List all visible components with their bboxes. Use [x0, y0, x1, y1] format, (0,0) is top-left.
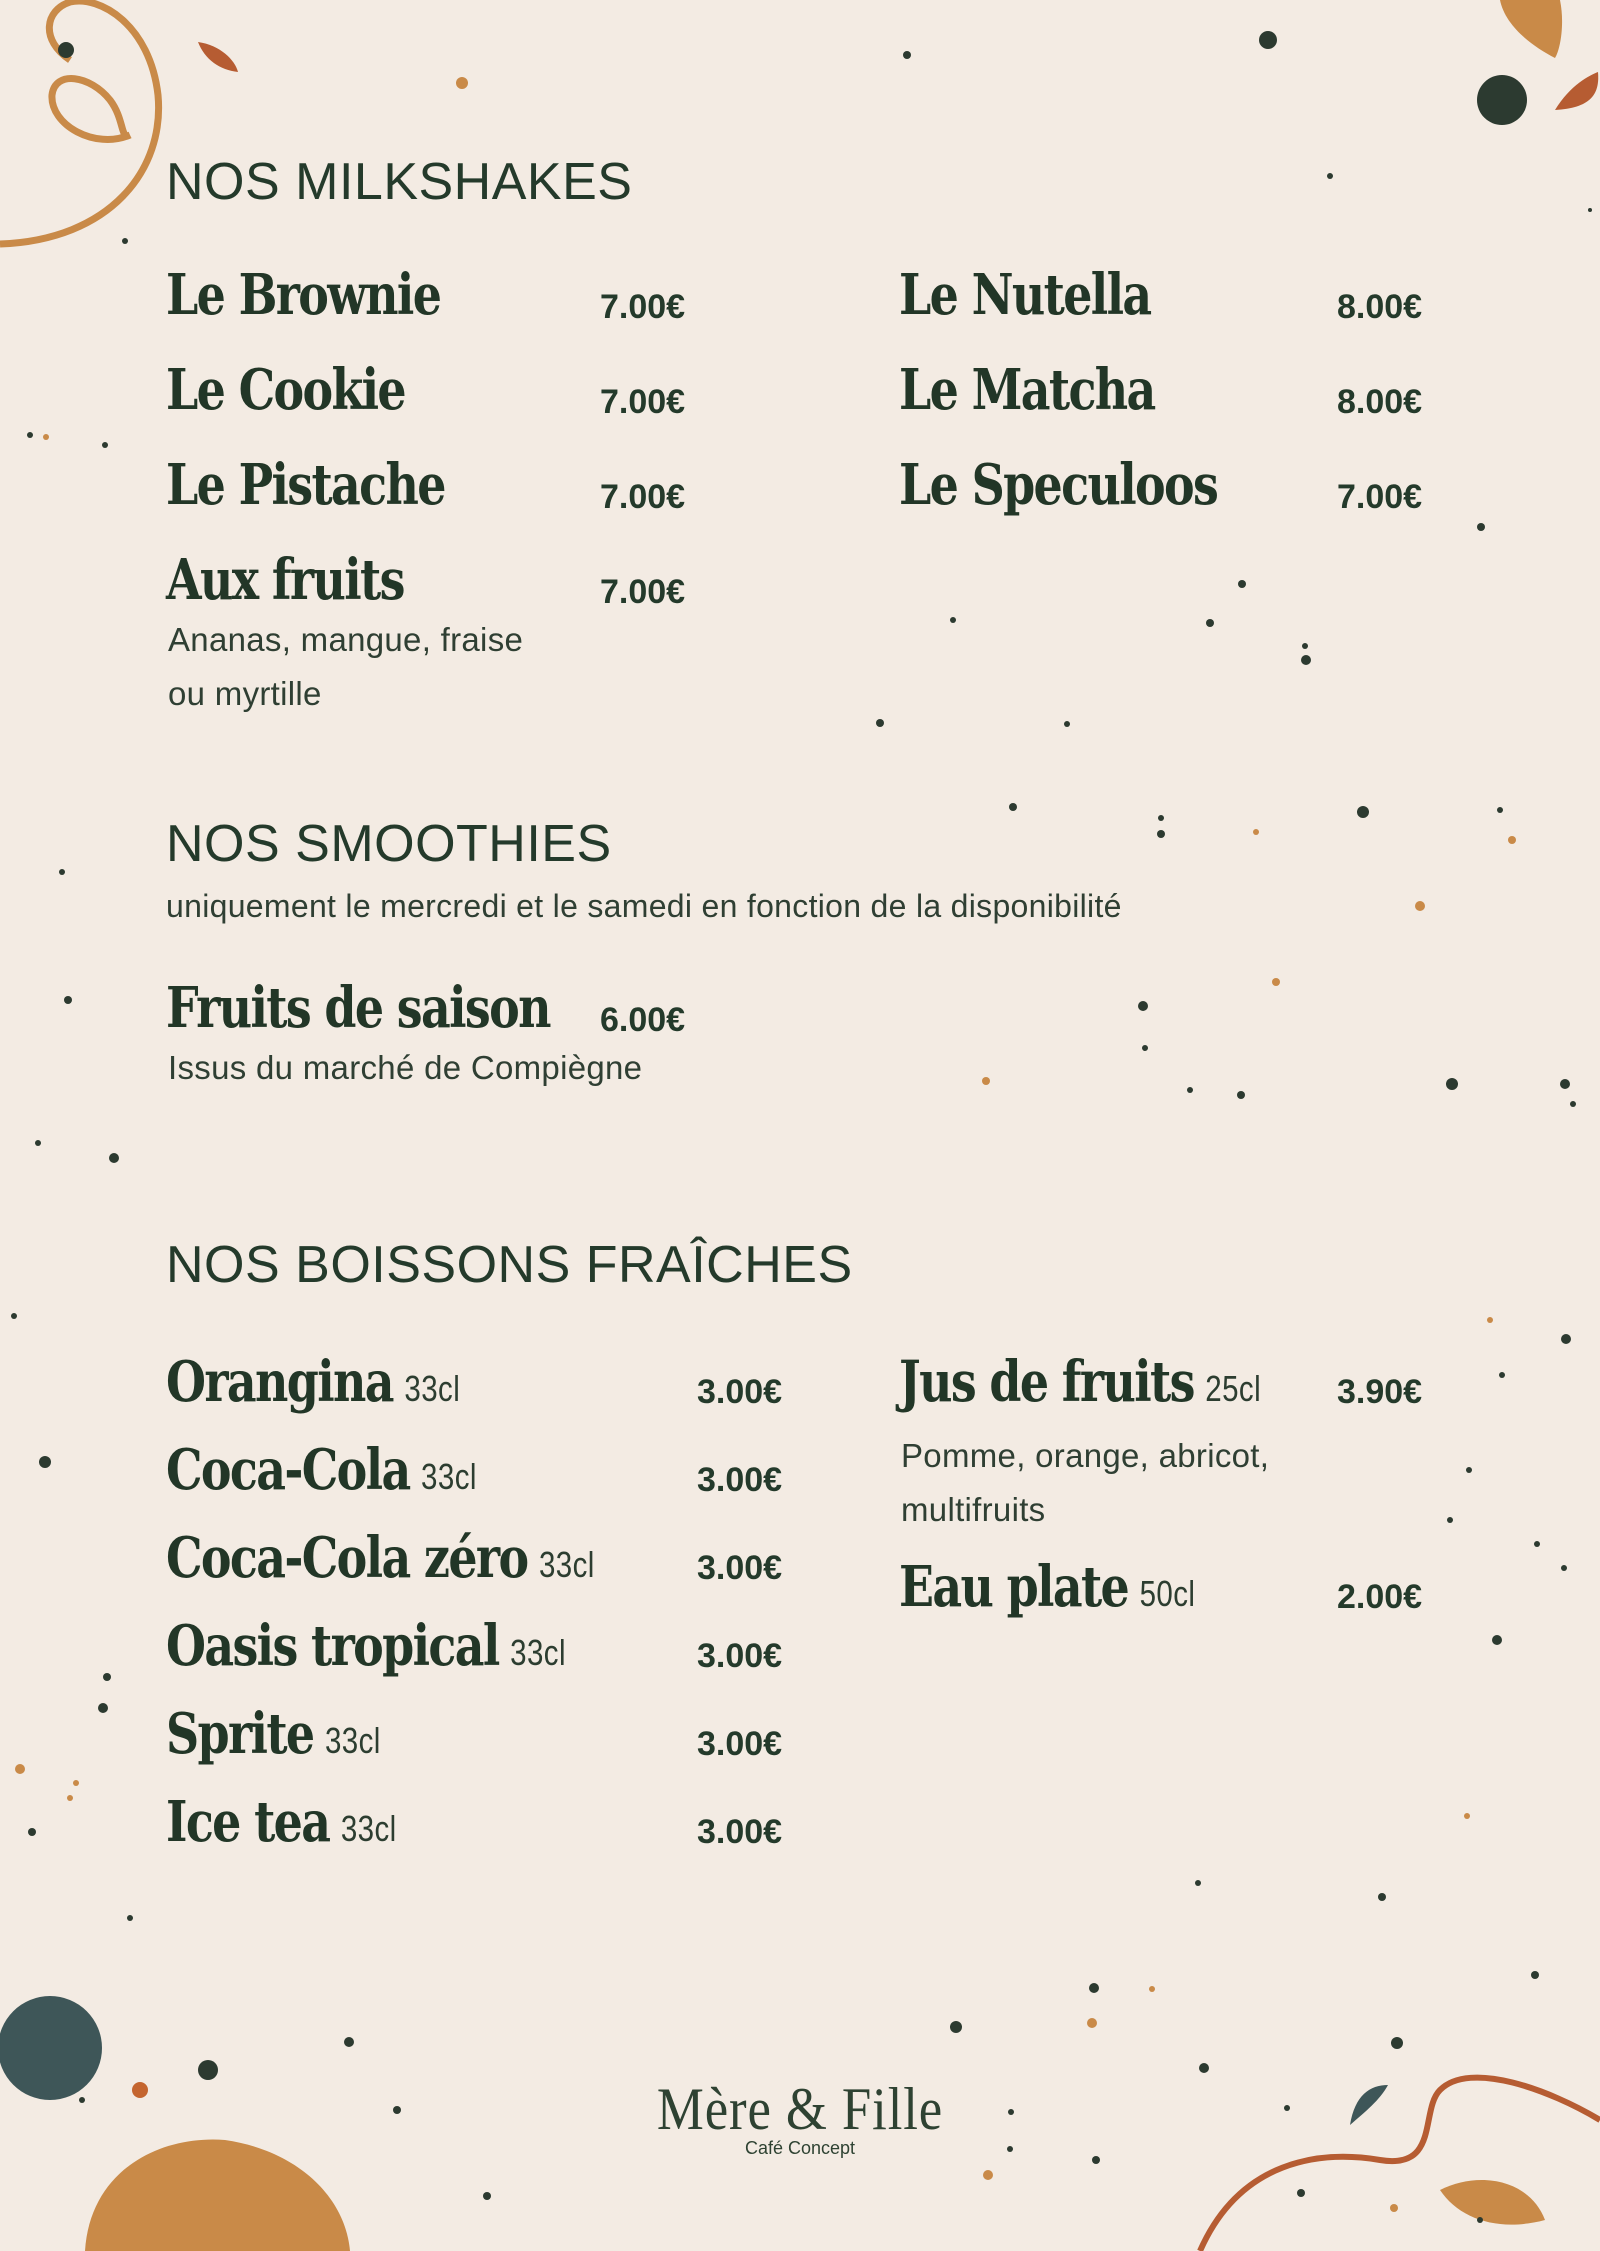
item-name: Jus de fruits [899, 1349, 1194, 1415]
menu-item [166, 1525, 806, 1613]
item-price: 3.00€ [697, 1373, 783, 1411]
item-name: Le Cookie [166, 357, 406, 423]
section-title-milkshakes: NOS MILKSHAKES [166, 153, 633, 211]
item-size: 33cl [538, 1544, 595, 1585]
menu-item [166, 1349, 806, 1437]
item-price: 8.00€ [1337, 383, 1423, 421]
section-title-smoothies: NOS SMOOTHIES [166, 815, 612, 873]
menu-item [166, 357, 726, 452]
item-name: Le Speculoos [899, 452, 1218, 518]
item-description: Issus du marché de Compiègne [168, 1049, 643, 1086]
item-name: Oasis tropical [166, 1613, 499, 1679]
item-name: Fruits de saison [166, 975, 550, 1041]
section-subtitle-smoothies: uniquement le mercredi et le samedi en fonction de la disponibilité [166, 888, 1122, 924]
item-price: 3.00€ [697, 1813, 783, 1851]
item-name: Ice tea [166, 1789, 330, 1855]
item-name: Le Matcha [899, 357, 1155, 423]
milkshakes-left-column [166, 262, 726, 727]
item-size: 25cl [1205, 1368, 1262, 1409]
brand-tagline: Café Concept [744, 2138, 856, 2158]
menu-item [166, 262, 726, 357]
item-price: 3.00€ [697, 1637, 783, 1675]
dot-decoration [456, 77, 468, 89]
item-price: 7.00€ [600, 478, 686, 516]
brand-logo [0, 2075, 1600, 2159]
menu-item [166, 452, 726, 547]
item-size: 50cl [1139, 1573, 1196, 1614]
menu-item [166, 1701, 806, 1789]
item-price: 3.00€ [697, 1461, 783, 1499]
leaf-decoration [198, 42, 238, 72]
item-price: 8.00€ [1337, 288, 1423, 326]
dot-decoration [1259, 31, 1277, 49]
item-price: 3.00€ [697, 1549, 783, 1587]
menu-item [899, 262, 1459, 357]
menu-item [166, 975, 726, 1105]
item-size: 33cl [510, 1632, 566, 1673]
item-price: 3.90€ [1337, 1373, 1423, 1411]
menu-item [899, 452, 1459, 547]
item-price: 7.00€ [600, 383, 686, 421]
menu-item [166, 1437, 806, 1525]
menu-item [899, 1349, 1459, 1554]
item-size: 33cl [404, 1368, 461, 1409]
dot-top-right-decoration [1477, 75, 1527, 125]
item-size: 33cl [340, 1808, 397, 1849]
brand-name: Mère & Fille [656, 2076, 944, 2142]
boissons-left-column [166, 1349, 806, 1877]
item-price: 7.00€ [600, 288, 686, 326]
leaf-top-right-decoration [1500, 0, 1562, 58]
section-title-boissons: NOS BOISSONS FRAÎCHES [166, 1236, 853, 1294]
item-price: 3.00€ [697, 1725, 783, 1763]
menu-item [899, 1554, 1459, 1642]
item-name: Coca-Cola zéro [166, 1525, 528, 1591]
item-name: Coca-Cola [166, 1437, 410, 1503]
item-name: Le Brownie [166, 262, 441, 328]
item-name: Sprite [166, 1701, 314, 1767]
item-price: 6.00€ [600, 1001, 686, 1039]
item-size: 33cl [324, 1720, 381, 1761]
menu-item [166, 1613, 806, 1701]
swirl-top-left-decoration [0, 1, 159, 244]
item-name: Aux fruits [166, 547, 404, 613]
boissons-right-column [899, 1349, 1459, 1642]
item-size: 33cl [421, 1456, 477, 1497]
item-price: 7.00€ [600, 573, 686, 611]
item-name: Le Pistache [166, 452, 445, 518]
leaf-top-right-rust-decoration [1555, 72, 1598, 110]
item-description: Pomme, orange, abricot, multifruits [901, 1437, 1270, 1528]
item-price: 2.00€ [1337, 1578, 1423, 1616]
milkshakes-right-column [899, 262, 1459, 547]
leaf-bottom-right-decoration [1440, 2180, 1545, 2225]
item-name: Le Nutella [899, 262, 1151, 328]
item-description: Ananas, mangue, fraise ou myrtille [168, 621, 524, 712]
menu-item [166, 547, 726, 727]
item-name: Orangina [166, 1349, 393, 1415]
dot-decoration [58, 42, 74, 58]
item-price: 7.00€ [1337, 478, 1423, 516]
menu-item [899, 357, 1459, 452]
item-name: Eau plate [899, 1554, 1129, 1620]
smoothies-column [166, 975, 726, 1105]
menu-item [166, 1789, 806, 1877]
